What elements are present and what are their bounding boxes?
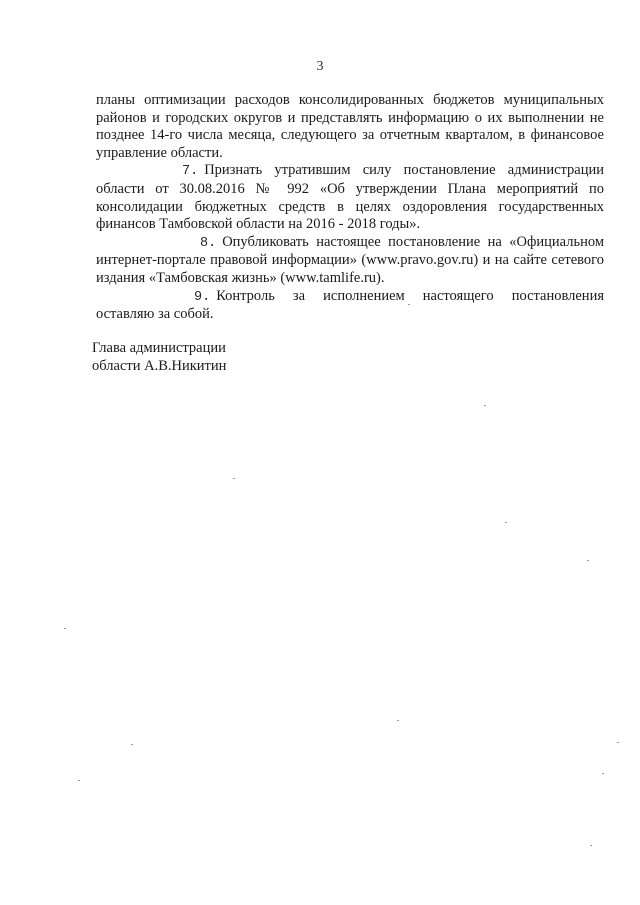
scan-speck bbox=[617, 742, 619, 743]
scan-speck bbox=[64, 628, 66, 629]
document-body bbox=[96, 92, 604, 324]
paragraph-continuation bbox=[96, 92, 604, 162]
scan-speck bbox=[408, 304, 410, 305]
scan-speck bbox=[587, 560, 589, 561]
signature-name: области А.В.Никитин bbox=[92, 357, 227, 374]
signature-block bbox=[92, 340, 226, 375]
signature-title: Глава администрации bbox=[92, 340, 226, 356]
scan-speck bbox=[397, 720, 399, 721]
paragraph-number: 7. bbox=[182, 164, 199, 180]
scan-speck bbox=[131, 744, 133, 745]
scan-speck bbox=[484, 405, 486, 406]
paragraph-9 bbox=[96, 288, 604, 324]
paragraph-text: Опубликовать настоящее постановление на «Официальном интернет-портале правовой информации» (www.pravo.gov.ru) и на сайте сетевого издания «Тамбовская жизнь» (www.tamlife.ru). bbox=[96, 233, 604, 286]
scan-speck bbox=[78, 780, 80, 781]
scan-speck bbox=[505, 522, 507, 523]
paragraph-number: 8. bbox=[200, 235, 217, 251]
scan-speck bbox=[590, 845, 592, 846]
paragraph-number: 9. bbox=[194, 289, 211, 305]
scan-speck bbox=[602, 773, 604, 774]
scan-speck bbox=[233, 478, 235, 479]
paragraph-text: Признать утратившим силу постановление администрации области от 30.08.2016 № 992 «Об утверждении Плана мероприятий по консолидации бюджетных средств в целях оздоровления государственных финансов Тамбовской области на 2016 - 2018 годы». bbox=[96, 162, 604, 233]
paragraph-text: Контроль за исполнением настоящего постановления оставляю за собой. bbox=[96, 287, 604, 323]
paragraph-7 bbox=[96, 162, 604, 233]
page-number: 3 bbox=[316, 59, 324, 74]
paragraph-8 bbox=[96, 234, 604, 288]
paragraph-text: планы оптимизации расходов консолидированных бюджетов муниципальных районов и городских округов и представлять информацию о их выполнении не позднее 14-го числа месяца, следующего за отчетным кварталом, в финансовое управление области. bbox=[96, 92, 604, 161]
